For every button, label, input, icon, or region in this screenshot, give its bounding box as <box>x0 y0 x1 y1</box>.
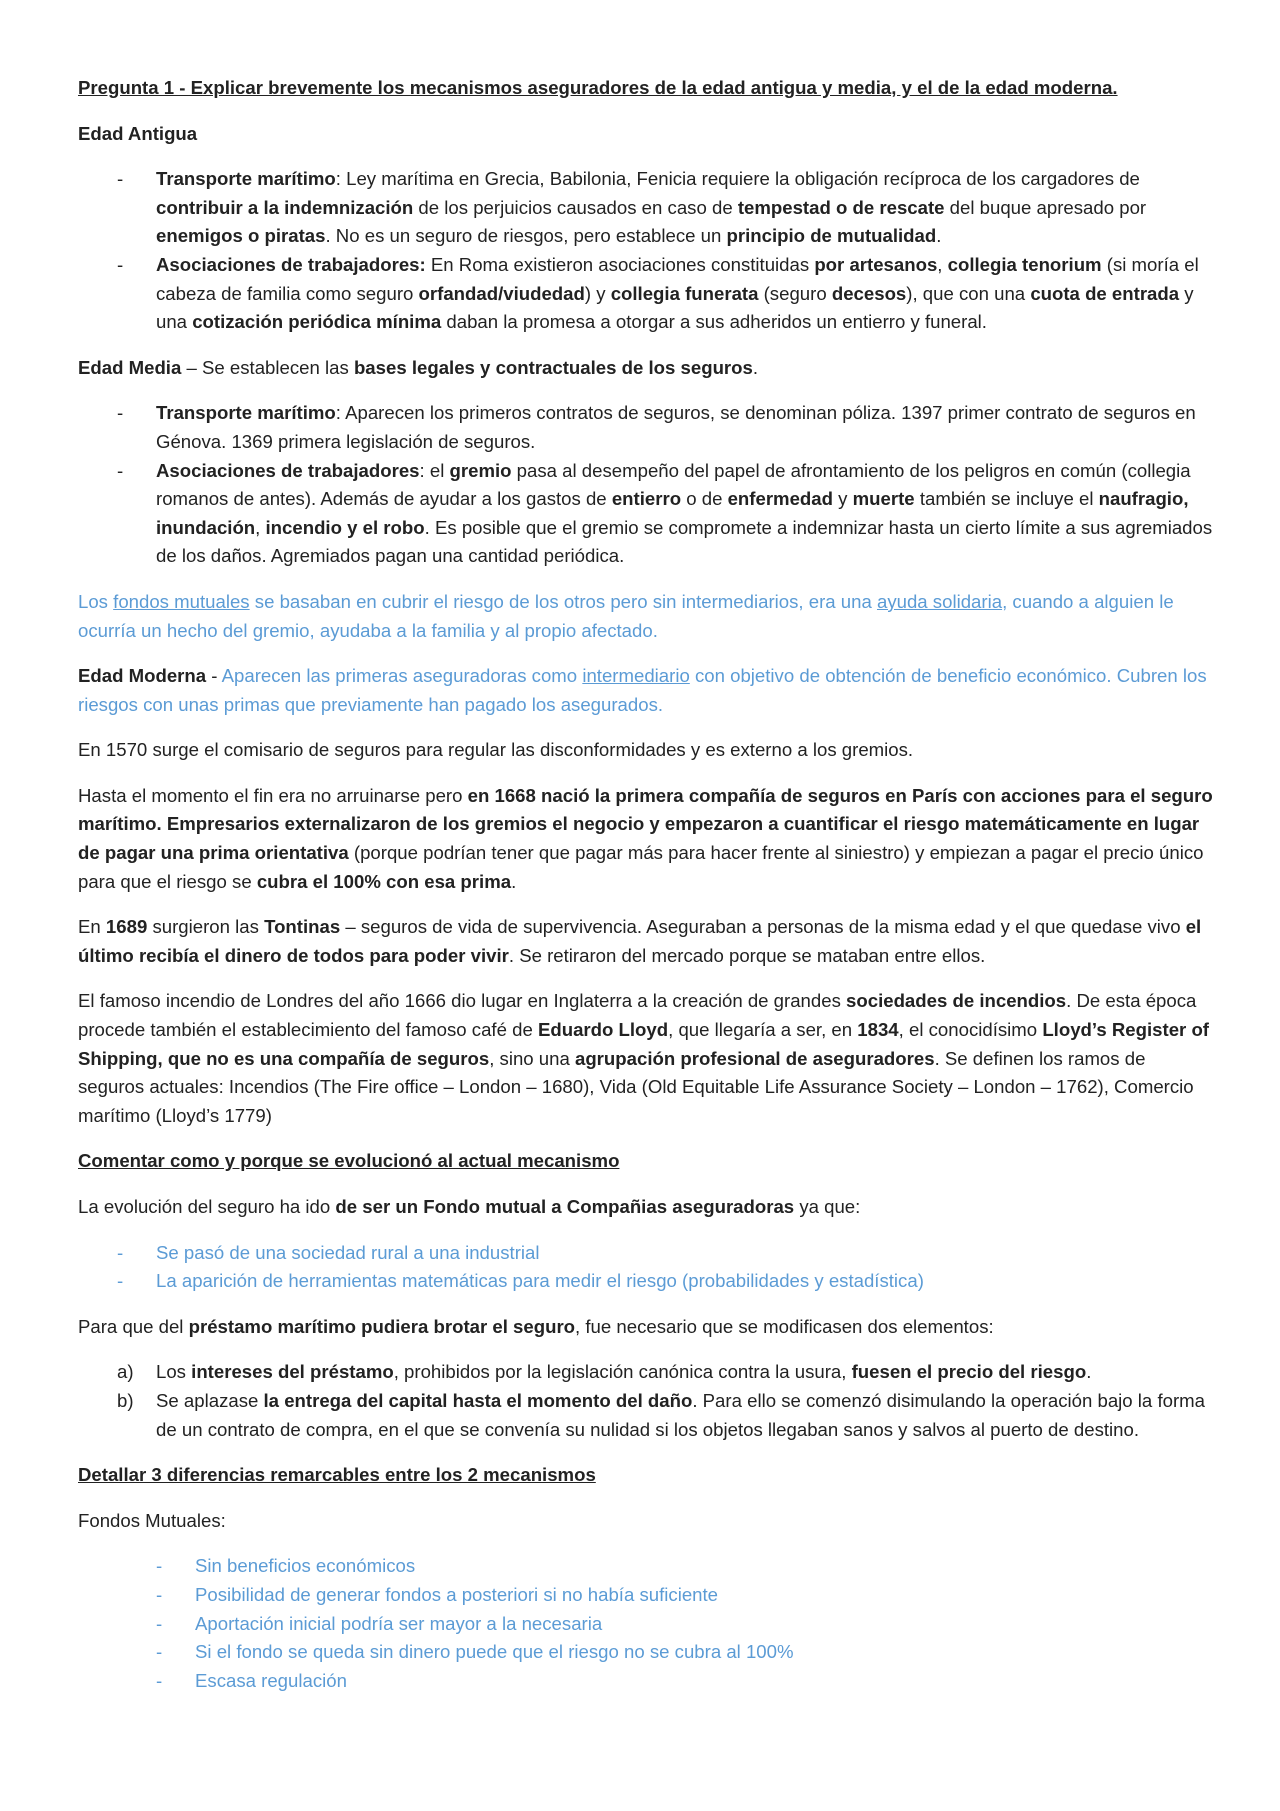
text-run: ayuda solidaria <box>876 590 1003 612</box>
edad-antigua-heading <box>78 120 1213 149</box>
list-item <box>78 1667 1213 1696</box>
text-run: y una <box>156 282 1194 333</box>
list-item <box>78 1387 1213 1444</box>
bold-text: agrupación profesional de aseguradores <box>574 1047 935 1069</box>
bold-text: enfermedad <box>727 488 833 510</box>
text-run: - <box>156 1641 163 1663</box>
elementos-list <box>78 1358 1213 1444</box>
text-run: - <box>156 1612 163 1634</box>
text-run: . Para ello se comenzó disimulando la operación bajo la forma de un contrato de compra, en el que se convenía su nulidad si los objetos llegaban sanos y salvos al puerto de destino. <box>156 1389 1205 1440</box>
bold-text: en 1668 nació la primera compañía de seguros en París con acciones para el seguro marítimo. Empresarios externalizaron de los gremios el negocio y empezaron a cuantificar el riesgo matemáticamente en lugar de pagar una prima orientativa <box>78 784 1213 864</box>
text-run: Sin beneficios económicos <box>195 1555 416 1577</box>
bold-text: Edad Moderna <box>78 665 207 687</box>
text-run: . <box>936 225 942 247</box>
list-item <box>78 457 1213 571</box>
list-item <box>78 1239 1213 1268</box>
list-item <box>78 1638 1213 1667</box>
text-run: de los perjuicios causados en caso de <box>413 196 738 218</box>
text-run: también se incluye el <box>914 488 1099 510</box>
text-run: : Ley marítima en Grecia, Babilonia, Fenicia requiere la obligación recíproca de los cargadores de <box>335 168 1140 190</box>
text-run: (si moría el cabeza de familia como seguro <box>156 253 1199 304</box>
text-run: Los <box>78 590 114 612</box>
bold-text: Transporte marítimo <box>156 168 336 190</box>
bold-text: gremio <box>449 459 512 481</box>
tontinas-paragraph <box>78 913 1213 970</box>
list-item <box>78 1267 1213 1296</box>
text-run: , <box>937 253 948 275</box>
diferencias-list <box>78 1552 1213 1695</box>
fondos-mutuales-paragraph <box>78 588 1213 645</box>
text-run: ) y <box>584 282 611 304</box>
question-1-title <box>78 74 1213 103</box>
bold-text: entierro <box>611 488 682 510</box>
text-run: , que llegaría a ser, en <box>668 1019 858 1041</box>
bold-text: principio de mutualidad <box>726 225 937 247</box>
bold-text: muerte <box>852 488 915 510</box>
bold-text: Edad Media <box>78 356 182 378</box>
text-run: - <box>156 1583 163 1605</box>
text-run: , sino una <box>489 1047 575 1069</box>
bold-text: intereses del préstamo <box>191 1361 394 1383</box>
compania-paris-paragraph <box>78 782 1213 896</box>
list-item <box>78 251 1213 337</box>
text-run: fondos mutuales <box>113 590 250 612</box>
text-run: , <box>255 516 266 538</box>
text-run: - <box>117 1241 124 1263</box>
text-run: Posibilidad de generar fondos a posteriori si no había suficiente <box>195 1583 719 1605</box>
text-run: . Se retiraron del mercado porque se mataban entre ellos. <box>508 944 986 966</box>
comisario-paragraph: En 1570 surge el comisario de seguros para regular las disconformidades y es externo a los gremios. <box>78 739 914 761</box>
text-run: Los <box>156 1361 192 1383</box>
bold-text: Eduardo Lloyd <box>537 1019 669 1041</box>
bold-text: naufragio, inundación <box>156 488 1189 538</box>
text-run: La aparición de herramientas matemáticas para medir el riesgo (probabilidades y estadística) <box>156 1270 924 1292</box>
text-run: Hasta el momento el fin era no arruinarse pero <box>78 784 468 806</box>
list-item <box>78 165 1213 251</box>
text-run: : el <box>419 459 450 481</box>
bold-text: sociedades de incendios <box>846 990 1067 1012</box>
text-run: La evolución del seguro ha ido <box>78 1196 336 1217</box>
text-run: a) <box>117 1361 134 1383</box>
text-run: - <box>156 1555 163 1577</box>
text-run: - <box>156 1669 163 1691</box>
text-run: - <box>117 1270 124 1292</box>
text-run: ), que con una <box>906 282 1031 304</box>
bold-text: cubra el 100% con esa prima <box>256 870 512 892</box>
edad-antigua-list <box>78 165 1213 337</box>
bold-text: 1834 <box>857 1019 899 1041</box>
text-run: En Roma existieron asociaciones constituidas <box>425 253 815 275</box>
bold-text: bases legales y contractuales de los seguros <box>353 356 753 378</box>
text-run: En <box>78 916 106 938</box>
text-run: Aportación inicial podría ser mayor a la necesaria <box>195 1612 603 1634</box>
list-item <box>78 1581 1213 1610</box>
text-run: . No es un seguro de riesgos, pero establece un <box>325 225 727 247</box>
text-run: - <box>117 168 124 190</box>
bold-text: cotización periódica mínima <box>192 311 442 333</box>
text-run: : Aparecen los primeros contratos de seguros, se denominan póliza. 1397 primer contrato de seguros en Génova. 1369 primera legislación de seguros. <box>156 402 1196 452</box>
text-run: del buque apresado por <box>944 196 1147 218</box>
bold-text: Detallar 3 diferencias remarcables entre los 2 mecanismos <box>78 1464 596 1486</box>
text-run: – Se establecen las <box>181 356 354 378</box>
text-run: se basaban en cubrir el riesgo de los otros pero sin intermediarios, era una <box>249 590 877 612</box>
bold-text: cuota de entrada <box>1030 282 1180 304</box>
text-run: . <box>511 870 517 892</box>
text-run: ya que: <box>794 1196 861 1217</box>
bold-text: préstamo marítimo pudiera brotar el seguro <box>188 1315 576 1337</box>
bold-text: por artesanos <box>814 253 938 275</box>
text-run: Se aplazase <box>156 1389 264 1411</box>
text-run: , prohibidos por la legislación canónica contra la usura, <box>393 1361 852 1383</box>
bold-text: decesos <box>831 282 907 304</box>
evolucion-paragraph <box>78 1193 1213 1222</box>
text-run: Se pasó de una sociedad rural a una industrial <box>156 1241 540 1263</box>
edad-media-list <box>78 399 1213 571</box>
text-run: Si el fondo se queda sin dinero puede que el riesgo no se cubra al 100% <box>195 1641 794 1663</box>
bold-text: Lloyd’s Register of Shipping, que no es una compañía de seguros <box>78 1019 1209 1069</box>
bold-text: Transporte marítimo <box>156 402 336 424</box>
bold-text: 1689 <box>105 916 148 938</box>
text-run: - <box>117 459 124 481</box>
bold-text: la entrega del capital hasta el momento del daño <box>263 1389 693 1411</box>
bold-text: orfandad/viudedad <box>418 282 585 304</box>
text-run: . Se definen los ramos de seguros actuales: Incendios (The Fire office – London – 1680), Vida (Old Equitable Life Assurance Society – London – 1762), Comercio marítimo (Lloyd’s 1779) <box>78 1047 1194 1126</box>
text-run: intermediario <box>582 665 690 687</box>
text-run: . Es posible que el gremio se compromete a indemnizar hasta un cierto límite a sus agremiados de los daños. Agremiados pagan una cantidad periódica. <box>156 516 1213 567</box>
bold-text: Pregunta 1 - Explicar brevemente los mecanismos aseguradores de la edad antigua y media, y el de la edad moderna. <box>78 77 1118 98</box>
fondos-mutuales-label: Fondos Mutuales: <box>78 1509 226 1531</box>
list-item <box>78 1610 1213 1639</box>
bold-text: tempestad o de rescate <box>737 196 945 218</box>
text-run: (porque podrían tener que pagar más para hacer frente al siniestro) y empiezan a pagar el precio único para que el riesgo se <box>78 842 1204 892</box>
text-run: surgieron las <box>147 916 265 938</box>
text-run: con objetivo de obtención de beneficio económico. Cubren los riesgos con unas primas que previamente han pagado los asegurados. <box>78 665 1207 715</box>
text-run: , el conocidísimo <box>898 1019 1043 1041</box>
edad-moderna-paragraph <box>78 662 1213 719</box>
detallar-heading <box>78 1461 1213 1490</box>
bold-text: fuesen el precio del riesgo <box>851 1361 1087 1383</box>
evolucion-list <box>78 1239 1213 1296</box>
text-run: Para que del <box>78 1315 189 1337</box>
bold-text: incendio y el robo <box>265 516 425 538</box>
text-run: b) <box>117 1389 134 1411</box>
comentar-heading <box>78 1147 1213 1176</box>
text-run: Escasa regulación <box>195 1669 347 1691</box>
bold-text: de ser un Fondo mutual a Compañias aseguradoras <box>335 1196 795 1217</box>
text-run: daban la promesa a otorgar a sus adheridos un entierro y funeral. <box>441 311 987 333</box>
text-run: . De esta época procede también el establecimiento del famoso café de <box>78 990 1197 1041</box>
text-run: . <box>752 356 759 378</box>
text-run: El famoso incendio de Londres del año 1666 dio lugar en Inglaterra a la creación de grandes <box>78 990 847 1012</box>
prestamo-paragraph <box>78 1313 1213 1342</box>
text-run: Aparecen las primeras aseguradoras como <box>221 665 583 687</box>
bold-text: Edad Antigua <box>78 122 198 144</box>
bold-text: Asociaciones de trabajadores: <box>156 253 426 275</box>
document-page <box>78 74 1213 1712</box>
text-run: - <box>117 402 124 424</box>
text-run: . <box>1086 1361 1092 1383</box>
text-run: – seguros de vida de supervivencia. Aseguraban a personas de la misma edad y el que quedase vivo <box>340 916 1186 938</box>
text-run: (seguro <box>758 282 832 304</box>
bold-text: el último recibía el dinero de todos para poder vivir <box>78 916 1202 966</box>
bold-text: Tontinas <box>264 916 341 938</box>
text-run: pasa al desempeño del papel de afrontamiento de los peligros en común (collegia romanos de antes). Además de ayudar a los gastos de <box>156 459 1191 510</box>
text-run: - <box>117 253 124 275</box>
bold-text: Comentar como y porque se evolucionó al actual mecanismo <box>78 1150 620 1172</box>
text-run: o de <box>681 488 728 510</box>
edad-media-intro <box>78 354 1213 383</box>
bold-text: collegia tenorium <box>947 253 1102 275</box>
list-item <box>78 399 1213 456</box>
list-item <box>78 1358 1213 1387</box>
bold-text: collegia funerata <box>610 282 759 304</box>
text-run: , fue necesario que se modificasen dos elementos: <box>575 1315 994 1337</box>
bold-text: contribuir a la indemnización <box>156 196 414 218</box>
text-run: , cuando a alguien le ocurría un hecho del gremio, ayudaba a la familia y al propio afectado. <box>78 590 1174 641</box>
text-run: y <box>833 488 853 510</box>
incendio-londres-paragraph <box>78 987 1213 1130</box>
bold-text: Asociaciones de trabajadores <box>156 459 420 481</box>
bold-text: enemigos o piratas <box>156 225 326 247</box>
text-run: - <box>206 665 222 687</box>
list-item <box>78 1552 1213 1581</box>
